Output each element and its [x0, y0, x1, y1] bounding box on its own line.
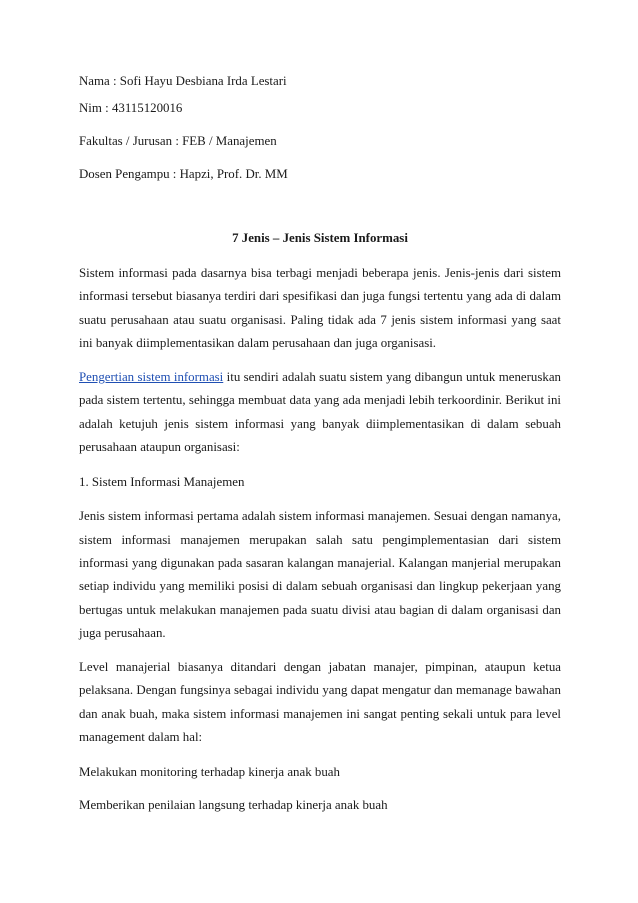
paragraph-sim: Jenis sistem informasi pertama adalah sistem informasi manajemen. Sesuai dengan namanya, sistem informasi manajemen merupakan salah satu pengimplementasian dari sistem informasi yang digunakan pada sasaran kalangan manajerial. Kalangan manjerial merupakan setiap individu yang memiliki posisi di dalam sebuah organisasi dan lingkup pekerjaan yang bertugas untuk melakukan manajemen pada suatu divisi atau bagian di dalam organisasi dan juga perusahaan.	[79, 509, 561, 640]
student-nim: Nim : 43115120016	[79, 101, 183, 115]
section-heading: 1. Sistem Informasi Manajemen	[79, 475, 245, 490]
paragraph-intro: Sistem informasi pada dasarnya bisa terbagi menjadi beberapa jenis. Jenis-jenis dari sistem informasi tersebut biasanya terdiri dari spesifikasi dan juga fungsi tertentu yang ada di dalam suatu perusahaan atau suatu organisasi. Paling tidak ada 7 jenis sistem informasi yang saat ini banyak diimplementasikan dalam perusahaan dan juga organisasi.	[79, 266, 561, 350]
definition-link[interactable]: Pengertian sistem informasi	[79, 370, 224, 385]
document-title: 7 Jenis – Jenis Sistem Informasi	[232, 231, 408, 245]
paragraph-managerial: Level manajerial biasanya ditandari dengan jabatan manajer, pimpinan, ataupun ketua pelaksana. Dengan fungsinya sebagai individu yang dapat mengatur dan memanage bawahan dan anak buah, maka sistem informasi manajemen ini sangat penting sekali untuk para level management dalam hal:	[79, 660, 561, 745]
list-item: Melakukan monitoring terhadap kinerja anak buah	[79, 765, 340, 780]
paragraph-definition-text: itu sendiri adalah suatu sistem yang dibangun untuk meneruskan pada sistem tertentu, sehingga membuat data yang ada menjadi lebih terkoordinir. Berikut ini adalah ketujuh jenis sistem informasi yang banyak diimplementasikan di dalam sebuah perusahaan ataupun organisasi:	[79, 370, 561, 455]
paragraph-definition	[79, 366, 561, 459]
faculty-line: Fakultas / Jurusan : FEB / Manajemen	[79, 134, 277, 148]
document-page	[79, 71, 561, 815]
lecturer-line: Dosen Pengampu : Hapzi, Prof. Dr. MM	[79, 167, 288, 181]
list-item: Memberikan penilaian langsung terhadap kinerja anak buah	[79, 798, 388, 813]
student-name: Nama : Sofi Hayu Desbiana Irda Lestari	[79, 74, 287, 88]
